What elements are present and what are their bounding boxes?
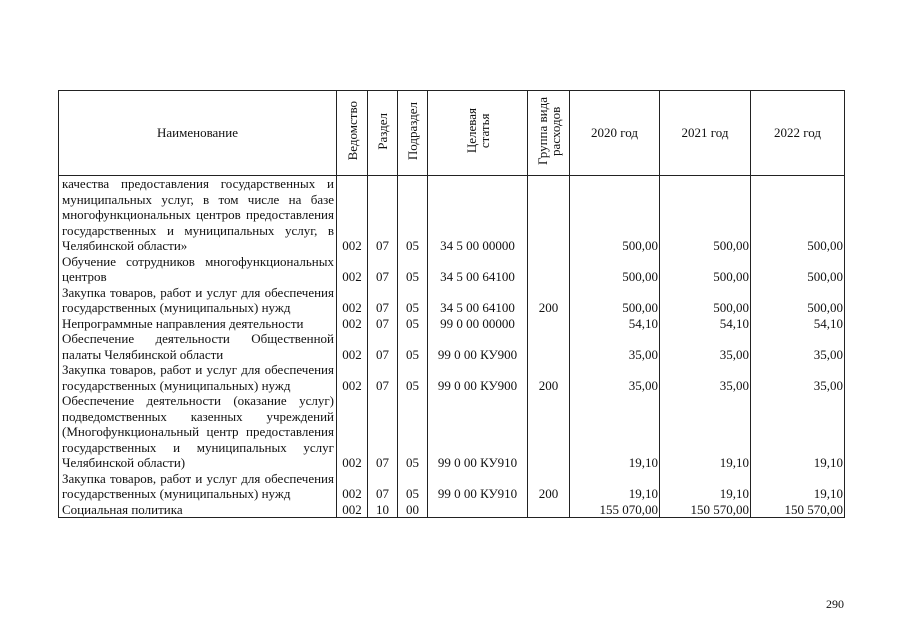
cell-cs: 34 5 00 64100: [428, 285, 528, 316]
cell-y2020: 500,00: [570, 254, 660, 285]
cell-rz: 07: [368, 176, 398, 254]
cell-y2022: 35,00: [751, 362, 845, 393]
cell-cs: 99 0 00 КУ910: [428, 393, 528, 471]
header-podrazdel: Подраздел: [398, 91, 428, 176]
cell-ved: 002: [337, 176, 368, 254]
table-row: [59, 502, 845, 518]
cell-vr: [528, 331, 570, 362]
cell-vr: [528, 254, 570, 285]
cell-ved: 002: [337, 316, 368, 332]
header-row: [59, 91, 845, 176]
cell-pr: 05: [398, 331, 428, 362]
cell-ved: 002: [337, 393, 368, 471]
cell-cs: 34 5 00 00000: [428, 176, 528, 254]
cell-y2021: 35,00: [660, 362, 751, 393]
cell-name: качества предоставления государственных и муниципальных услуг, в том числе на базе многофункциональных центров предоставления государственных и муниципальных услуг, в Челябинской области»: [59, 176, 337, 254]
cell-vr: [528, 176, 570, 254]
cell-y2022: 500,00: [751, 176, 845, 254]
header-2020: 2020 год: [570, 91, 660, 176]
cell-ved: 002: [337, 254, 368, 285]
cell-vr: 200: [528, 285, 570, 316]
table-row: [59, 254, 845, 285]
page-number: 290: [826, 597, 844, 611]
table-row: [59, 471, 845, 502]
cell-rz: 07: [368, 316, 398, 332]
cell-rz: 07: [368, 285, 398, 316]
cell-rz: 07: [368, 393, 398, 471]
cell-rz: 07: [368, 254, 398, 285]
header-gruppa: Группа вида расходов: [528, 91, 570, 176]
cell-rz: 10: [368, 502, 398, 518]
cell-y2020: 54,10: [570, 316, 660, 332]
cell-ved: 002: [337, 502, 368, 518]
header-statya: Целевая статья: [428, 91, 528, 176]
cell-pr: 05: [398, 393, 428, 471]
cell-y2020: 19,10: [570, 471, 660, 502]
cell-cs: 99 0 00 КУ900: [428, 362, 528, 393]
cell-y2021: 54,10: [660, 316, 751, 332]
budget-table: [58, 90, 845, 518]
cell-pr: 05: [398, 362, 428, 393]
cell-vr: [528, 502, 570, 518]
cell-rz: 07: [368, 362, 398, 393]
cell-pr: 05: [398, 176, 428, 254]
header-name: Наименование: [59, 91, 337, 176]
cell-cs: 99 0 00 КУ900: [428, 331, 528, 362]
table-row: [59, 316, 845, 332]
cell-cs: 34 5 00 64100: [428, 254, 528, 285]
cell-pr: 05: [398, 285, 428, 316]
cell-ved: 002: [337, 331, 368, 362]
cell-y2021: 500,00: [660, 285, 751, 316]
cell-y2022: 150 570,00: [751, 502, 845, 518]
cell-y2020: 500,00: [570, 285, 660, 316]
table-row: [59, 285, 845, 316]
table-row: [59, 393, 845, 471]
cell-name: Непрограммные направления деятельности: [59, 316, 337, 332]
cell-y2021: 150 570,00: [660, 502, 751, 518]
cell-ved: 002: [337, 362, 368, 393]
cell-vr: 200: [528, 362, 570, 393]
cell-y2020: 155 070,00: [570, 502, 660, 518]
cell-y2021: 500,00: [660, 254, 751, 285]
cell-name: Закупка товаров, работ и услуг для обеспечения государственных (муниципальных) нужд: [59, 471, 337, 502]
cell-cs: [428, 502, 528, 518]
header-2021: 2021 год: [660, 91, 751, 176]
cell-y2022: 35,00: [751, 331, 845, 362]
header-2022: 2022 год: [751, 91, 845, 176]
cell-pr: 00: [398, 502, 428, 518]
cell-name: Обучение сотрудников многофункциональных центров: [59, 254, 337, 285]
cell-pr: 05: [398, 471, 428, 502]
cell-y2021: 500,00: [660, 176, 751, 254]
cell-y2020: 500,00: [570, 176, 660, 254]
cell-y2022: 54,10: [751, 316, 845, 332]
cell-ved: 002: [337, 471, 368, 502]
header-razdel: Раздел: [368, 91, 398, 176]
cell-y2020: 19,10: [570, 393, 660, 471]
cell-y2022: 19,10: [751, 393, 845, 471]
cell-name: Закупка товаров, работ и услуг для обеспечения государственных (муниципальных) нужд: [59, 362, 337, 393]
cell-y2021: 19,10: [660, 471, 751, 502]
cell-vr: [528, 316, 570, 332]
cell-name: Социальная политика: [59, 502, 337, 518]
cell-name: Закупка товаров, работ и услуг для обеспечения государственных (муниципальных) нужд: [59, 285, 337, 316]
cell-rz: 07: [368, 471, 398, 502]
table-row: [59, 362, 845, 393]
cell-vr: [528, 393, 570, 471]
table-row: [59, 176, 845, 254]
table-row: [59, 331, 845, 362]
cell-y2021: 19,10: [660, 393, 751, 471]
table-body: [59, 176, 845, 518]
cell-y2022: 500,00: [751, 285, 845, 316]
cell-vr: 200: [528, 471, 570, 502]
cell-pr: 05: [398, 254, 428, 285]
cell-cs: 99 0 00 00000: [428, 316, 528, 332]
cell-y2020: 35,00: [570, 331, 660, 362]
cell-y2020: 35,00: [570, 362, 660, 393]
cell-y2022: 19,10: [751, 471, 845, 502]
cell-rz: 07: [368, 331, 398, 362]
cell-y2021: 35,00: [660, 331, 751, 362]
cell-pr: 05: [398, 316, 428, 332]
cell-y2022: 500,00: [751, 254, 845, 285]
cell-name: Обеспечение деятельности Общественной палаты Челябинской области: [59, 331, 337, 362]
cell-cs: 99 0 00 КУ910: [428, 471, 528, 502]
cell-name: Обеспечение деятельности (оказание услуг) подведомственных казенных учреждений (Многофункциональный центр предоставления государственных и муниципальных услуг Челябинской области): [59, 393, 337, 471]
cell-ved: 002: [337, 285, 368, 316]
header-vedomstvo: Ведомство: [337, 91, 368, 176]
